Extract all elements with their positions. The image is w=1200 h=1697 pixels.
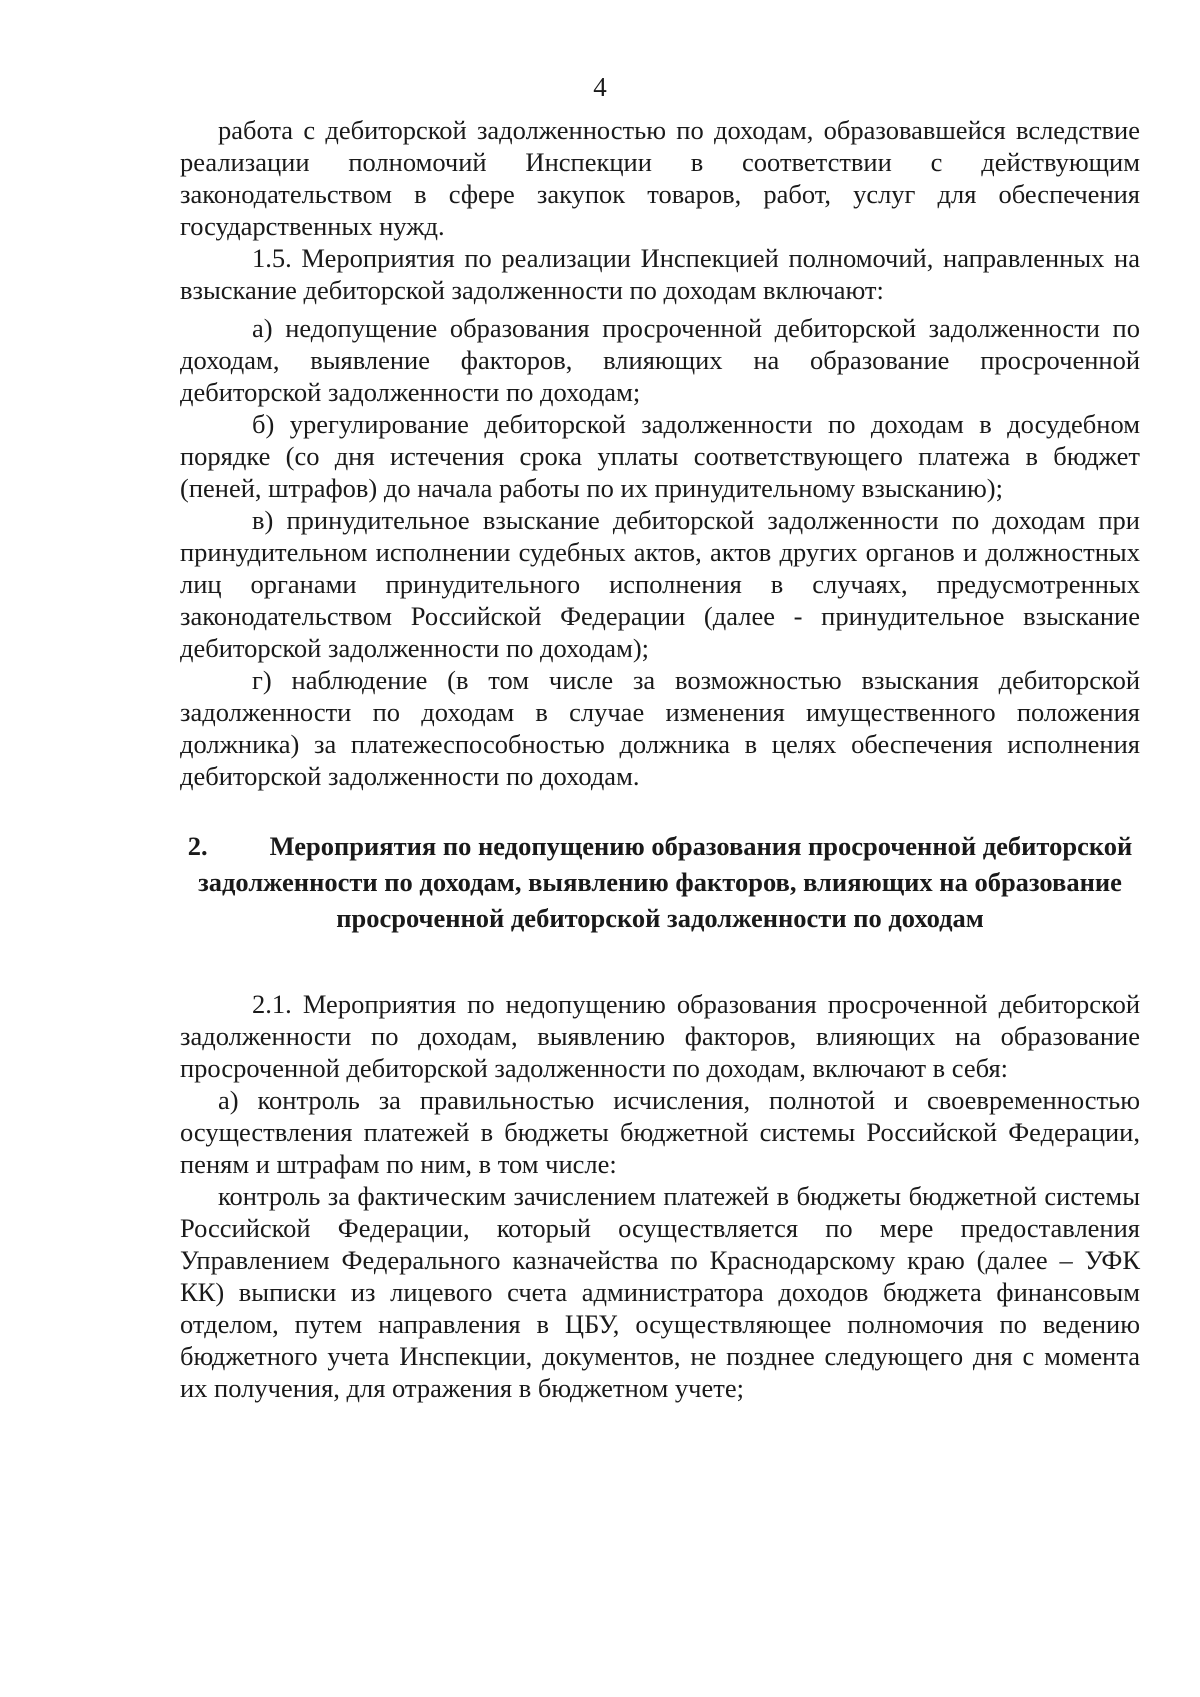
document-body bbox=[180, 114, 1140, 1404]
section-number: 2. bbox=[187, 831, 208, 861]
section-title: Мероприятия по недопущению образования просроченной дебиторской задолженности по доходам, выявлению факторов, влияющих на образование просроченной дебиторской задолженности по доходам bbox=[198, 831, 1133, 933]
paragraph: в) принудительное взыскание дебиторской задолженности по доходам при принудительном исполнении судебных актов, актов других органов и должностных лиц органами принудительного исполнения в случаях, предусмотренных законодательством Российской Федерации (далее - принудительное взыскание дебиторской задолженности по доходам); bbox=[180, 505, 1140, 663]
page-number: 4 bbox=[593, 72, 607, 102]
paragraph: г) наблюдение (в том числе за возможностью взыскания дебиторской задолженности по доходам в случае изменения имущественного положения должника) за платежеспособностью должника в целях обеспечения исполнения дебиторской задолженности по доходам. bbox=[180, 665, 1140, 791]
paragraph: а) недопущение образования просроченной дебиторской задолженности по доходам, выявление факторов, влияющих на образование просроченной дебиторской задолженности по доходам; bbox=[180, 313, 1140, 407]
paragraph: работа с дебиторской задолженностью по доходам, образовавшейся вследствие реализации полномочий Инспекции в соответствии с действующим законодательством в сфере закупок товаров, работ, услуг для обеспечения государственных нужд. bbox=[180, 115, 1140, 241]
paragraph: контроль за фактическим зачислением платежей в бюджеты бюджетной системы Российской Федерации, который осуществляется по мере предоставления Управлением Федерального казначейства по Краснодарскому краю (далее – УФК КК) выписки из лицевого счета администратора доходов бюджета финансовым отделом, путем направления в ЦБУ, осуществляющее полномочия по ведению бюджетного учета Инспекции, документов, не позднее следующего дня с момента их получения, для отражения в бюджетном учете; bbox=[180, 1181, 1140, 1403]
paragraph: а) контроль за правильностью исчисления, полнотой и своевременностью осуществления платежей в бюджеты бюджетной системы Российской Федерации, пеням и штрафам по ним, в том числе: bbox=[180, 1085, 1140, 1179]
paragraph: б) урегулирование дебиторской задолженности по доходам в досудебном порядке (со дня истечения срока уплаты соответствующего платежа в бюджет (пеней, штрафов) до начала работы по их принудительному взысканию); bbox=[180, 409, 1140, 503]
paragraph: 2.1. Мероприятия по недопущению образования просроченной дебиторской задолженности по доходам, выявлению факторов, влияющих на образование просроченной дебиторской задолженности по доходам, включают в себя: bbox=[180, 989, 1140, 1083]
section-heading bbox=[180, 828, 1140, 936]
paragraph: 1.5. Мероприятия по реализации Инспекцией полномочий, направленных на взыскание дебиторской задолженности по доходам включают: bbox=[180, 243, 1140, 305]
